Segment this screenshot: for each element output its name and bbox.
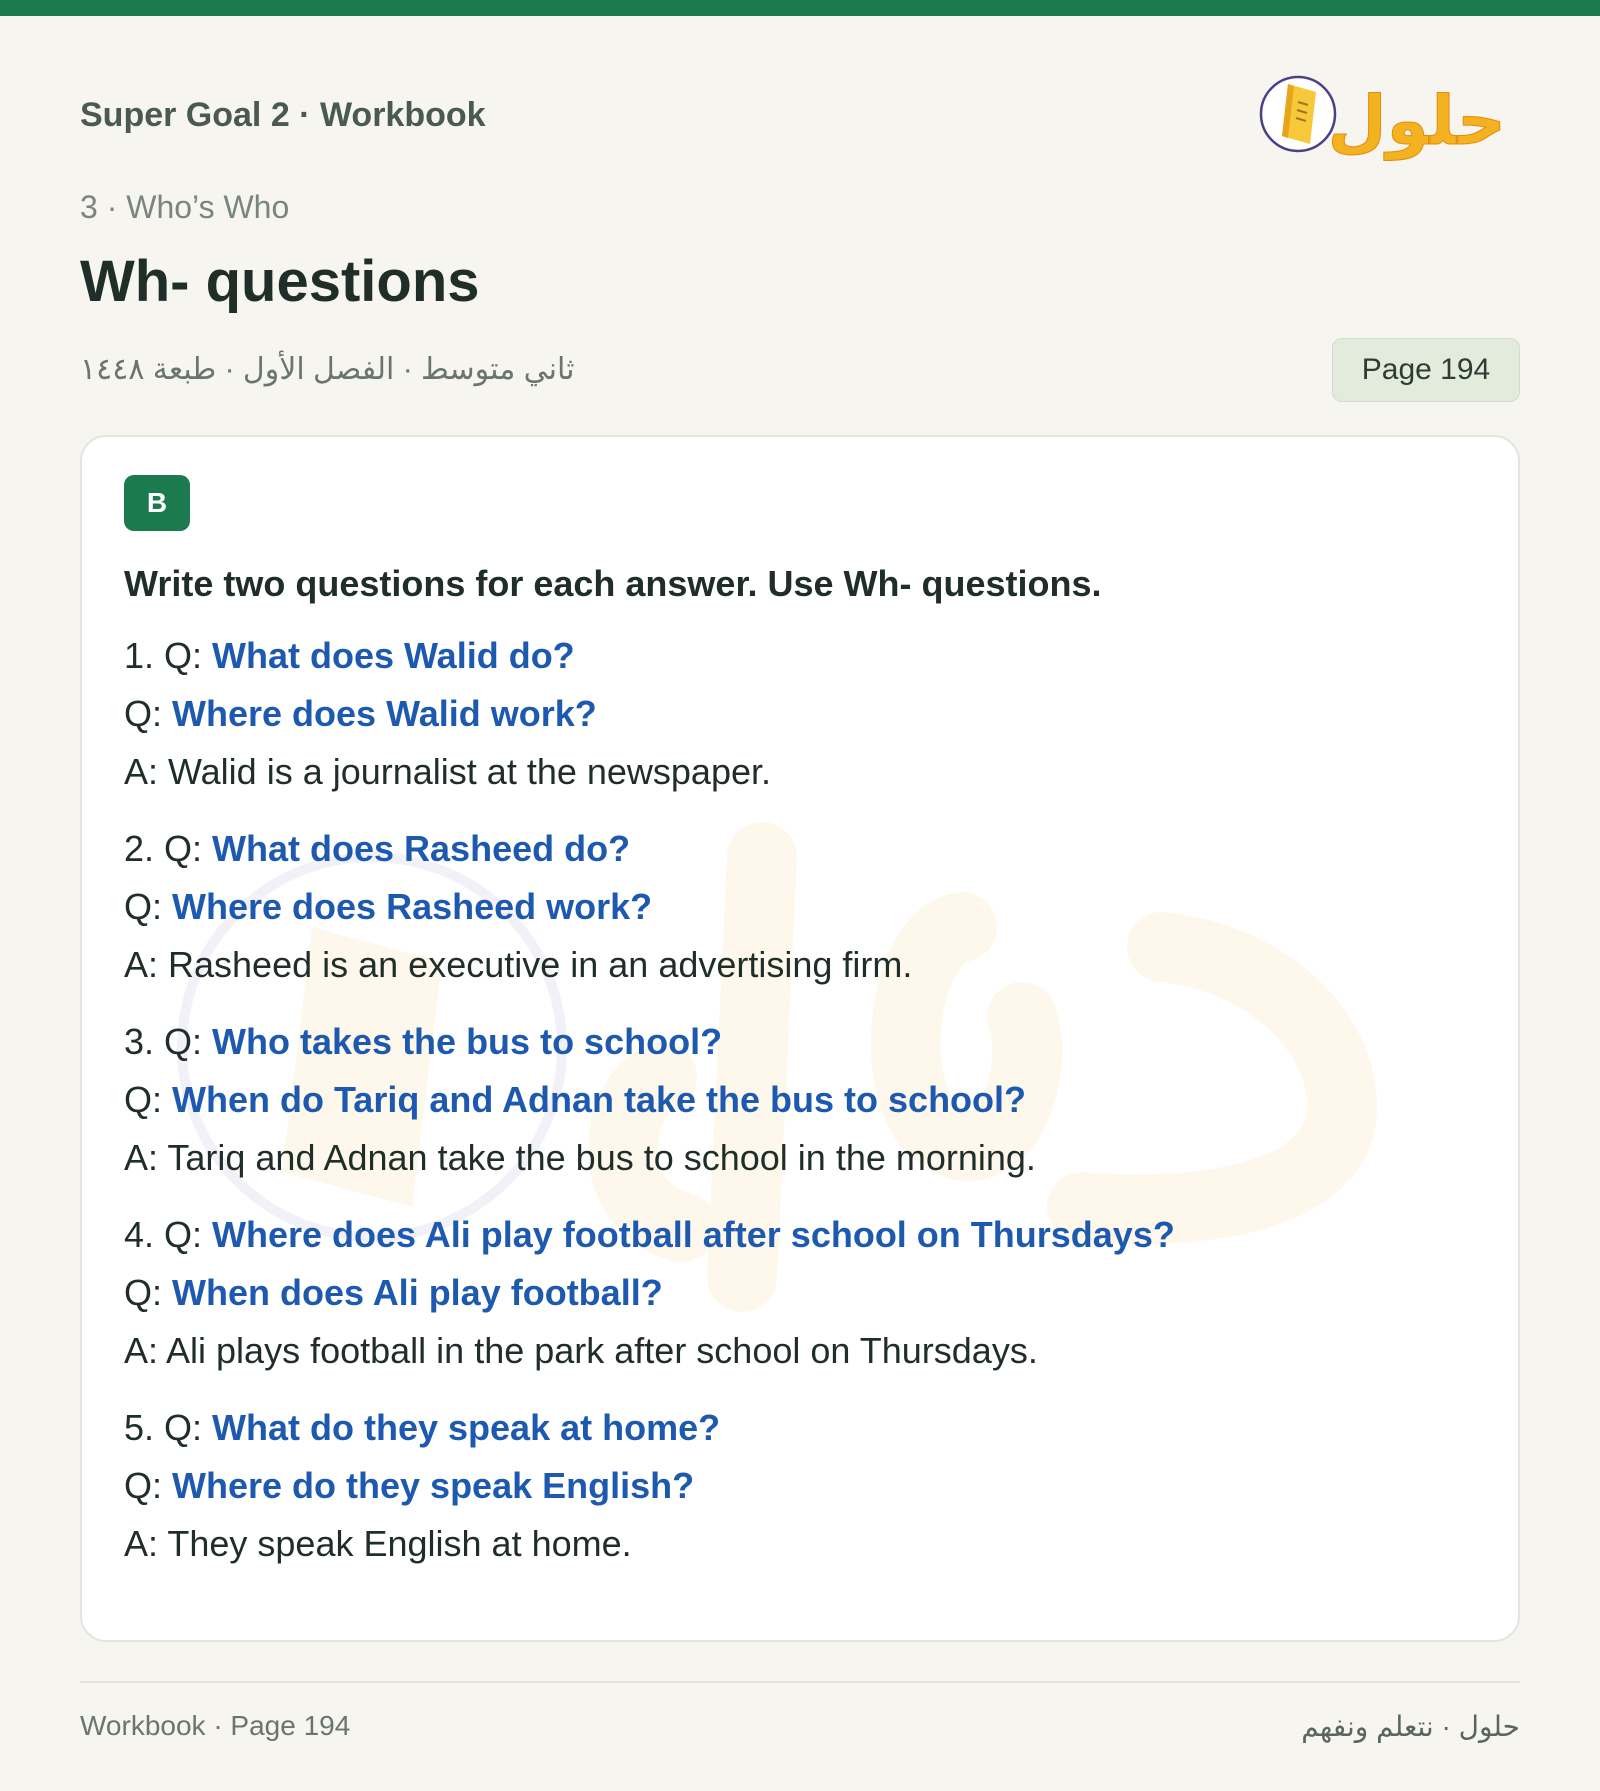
book-title: Super Goal 2 · Workbook (80, 96, 486, 134)
grade-semester-line: ثاني متوسط · الفصل الأول · طبعة ١٤٤٨ (80, 353, 575, 386)
question-line-1: 4. Q: Where does Ali play football after school on Thursdays? (124, 1214, 1175, 1255)
answer-text: When does Ali play football? (172, 1272, 663, 1313)
question-line-2: Q: Where do they speak English? (124, 1465, 695, 1506)
footer-divider (80, 1681, 1520, 1683)
page-badge: Page 194 (1332, 338, 1520, 402)
chapter-label: 3 · Who’s Who (80, 189, 290, 225)
question-line-1: 2. Q: What does Rasheed do? (124, 828, 631, 869)
footer-brand: حلول · نتعلم ونفهم (1301, 1711, 1520, 1742)
given-answer: A: Walid is a journalist at the newspaper. (124, 751, 771, 792)
section-badge: B (124, 475, 190, 531)
answer-text: When do Tariq and Adnan take the bus to school? (172, 1079, 1027, 1120)
answer-text: Where do they speak English? (172, 1465, 695, 1506)
exercise-card (80, 435, 1520, 1642)
answer-text: What does Walid do? (212, 635, 575, 676)
footer-page-label: Workbook · Page 194 (80, 1710, 351, 1741)
answer-text: Where does Rasheed work? (172, 886, 653, 927)
question-line-2: Q: Where does Rasheed work? (124, 886, 653, 927)
answer-text: Where does Ali play football after school on Thursdays? (212, 1214, 1175, 1255)
list-item (124, 1206, 1484, 1380)
question-line-1: 5. Q: What do they speak at home? (124, 1407, 721, 1448)
list-item (124, 1399, 1484, 1573)
list-item (124, 1013, 1484, 1187)
question-line-2: Q: Where does Walid work? (124, 693, 597, 734)
answer-text: Where does Walid work? (172, 693, 597, 734)
top-accent-bar (0, 0, 1600, 16)
given-answer: A: Ali plays football in the park after school on Thursdays. (124, 1330, 1038, 1371)
lesson-title: Wh- questions (80, 249, 480, 314)
question-line-2: Q: When does Ali play football? (124, 1272, 663, 1313)
question-line-1: 3. Q: Who takes the bus to school? (124, 1021, 723, 1062)
given-answer: A: They speak English at home. (124, 1523, 632, 1564)
list-item (124, 627, 1484, 801)
exercise-instruction: Write two questions for each answer. Use Wh- questions. (124, 563, 1102, 604)
answer-text: Who takes the bus to school? (212, 1021, 723, 1062)
list-item (124, 820, 1484, 994)
answer-text: What do they speak at home? (212, 1407, 721, 1448)
answer-text: What does Rasheed do? (212, 828, 631, 869)
question-line-2: Q: When do Tariq and Adnan take the bus to school? (124, 1079, 1027, 1120)
question-line-1: 1. Q: What does Walid do? (124, 635, 575, 676)
given-answer: A: Tariq and Adnan take the bus to school in the morning. (124, 1137, 1036, 1178)
hulul-logo[interactable] (1258, 62, 1514, 166)
given-answer: A: Rasheed is an executive in an advertising firm. (124, 944, 913, 985)
question-list (124, 627, 1484, 1592)
logo-wordmark: حلول (1327, 82, 1506, 161)
